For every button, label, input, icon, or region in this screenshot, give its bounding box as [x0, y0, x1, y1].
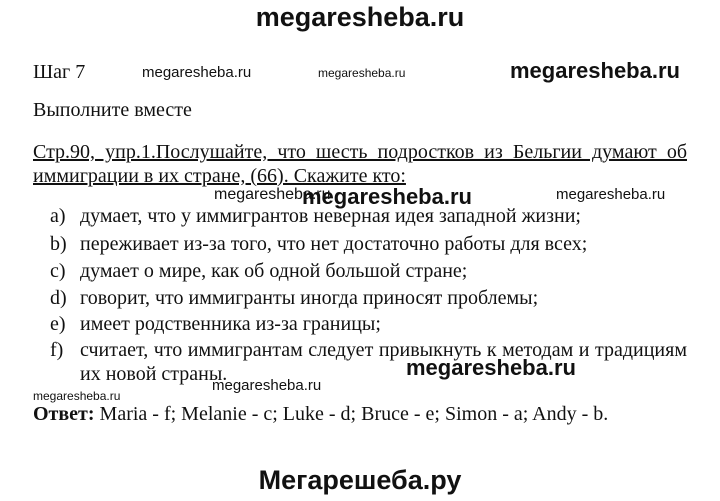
watermark-bottom: Мегарешеба.ру: [258, 465, 462, 495]
instruction-heading: Выполните вместе: [33, 99, 192, 121]
step-heading: Шаг 7: [33, 61, 86, 83]
list-item-continuation: их новой страны.: [80, 363, 228, 385]
list-marker: e): [50, 313, 66, 335]
answer-label: Ответ:: [33, 403, 95, 425]
watermark: megaresheba.ru: [318, 66, 406, 80]
watermark-top: megaresheba.ru: [255, 2, 465, 32]
task-line-2: иммиграции в их стране, (66). Скажите кто:: [33, 165, 406, 187]
list-item-text: имеет родственника из-за границы;: [80, 313, 381, 335]
watermark: megaresheba.ru: [510, 58, 680, 83]
list-item-text: говорит, что иммигранты иногда приносят проблемы;: [80, 287, 539, 309]
watermark: megaresheba.ru: [556, 186, 666, 203]
list-item-text: переживает из-за того, что нет достаточно работы для всех;: [80, 233, 588, 255]
watermark: megaresheba.ru: [33, 389, 121, 403]
list-item: [50, 338, 687, 362]
task-line-1: Стр.90, упр.1.Послушайте, что шесть подростков из Бельгии думают об: [33, 141, 687, 163]
list-item-text: думает о мире, как об одной большой стране;: [80, 260, 468, 282]
list-marker: c): [50, 260, 66, 282]
watermark: megaresheba.ru: [142, 64, 252, 81]
list-item-text: считает, что иммигрантам следует привыкнуть к методам и традициям: [80, 339, 687, 361]
answer-text: Maria - f; Melanie - c; Luke - d; Bruce - e; Simon - a; Andy - b.: [94, 403, 609, 425]
watermark: megaresheba.ru: [406, 355, 576, 380]
list-marker: f): [50, 339, 64, 361]
watermark: megaresheba.ru: [214, 186, 331, 203]
list-marker: d): [50, 287, 67, 309]
list-marker: b): [50, 233, 67, 255]
watermark: megaresheba.ru: [212, 377, 322, 394]
answer-line: [33, 402, 608, 426]
list-marker: a): [50, 205, 66, 227]
watermark: megaresheba.ru: [302, 184, 472, 209]
list-item-text: думает, что у иммигрантов неверная идея западной жизни;: [80, 205, 581, 227]
